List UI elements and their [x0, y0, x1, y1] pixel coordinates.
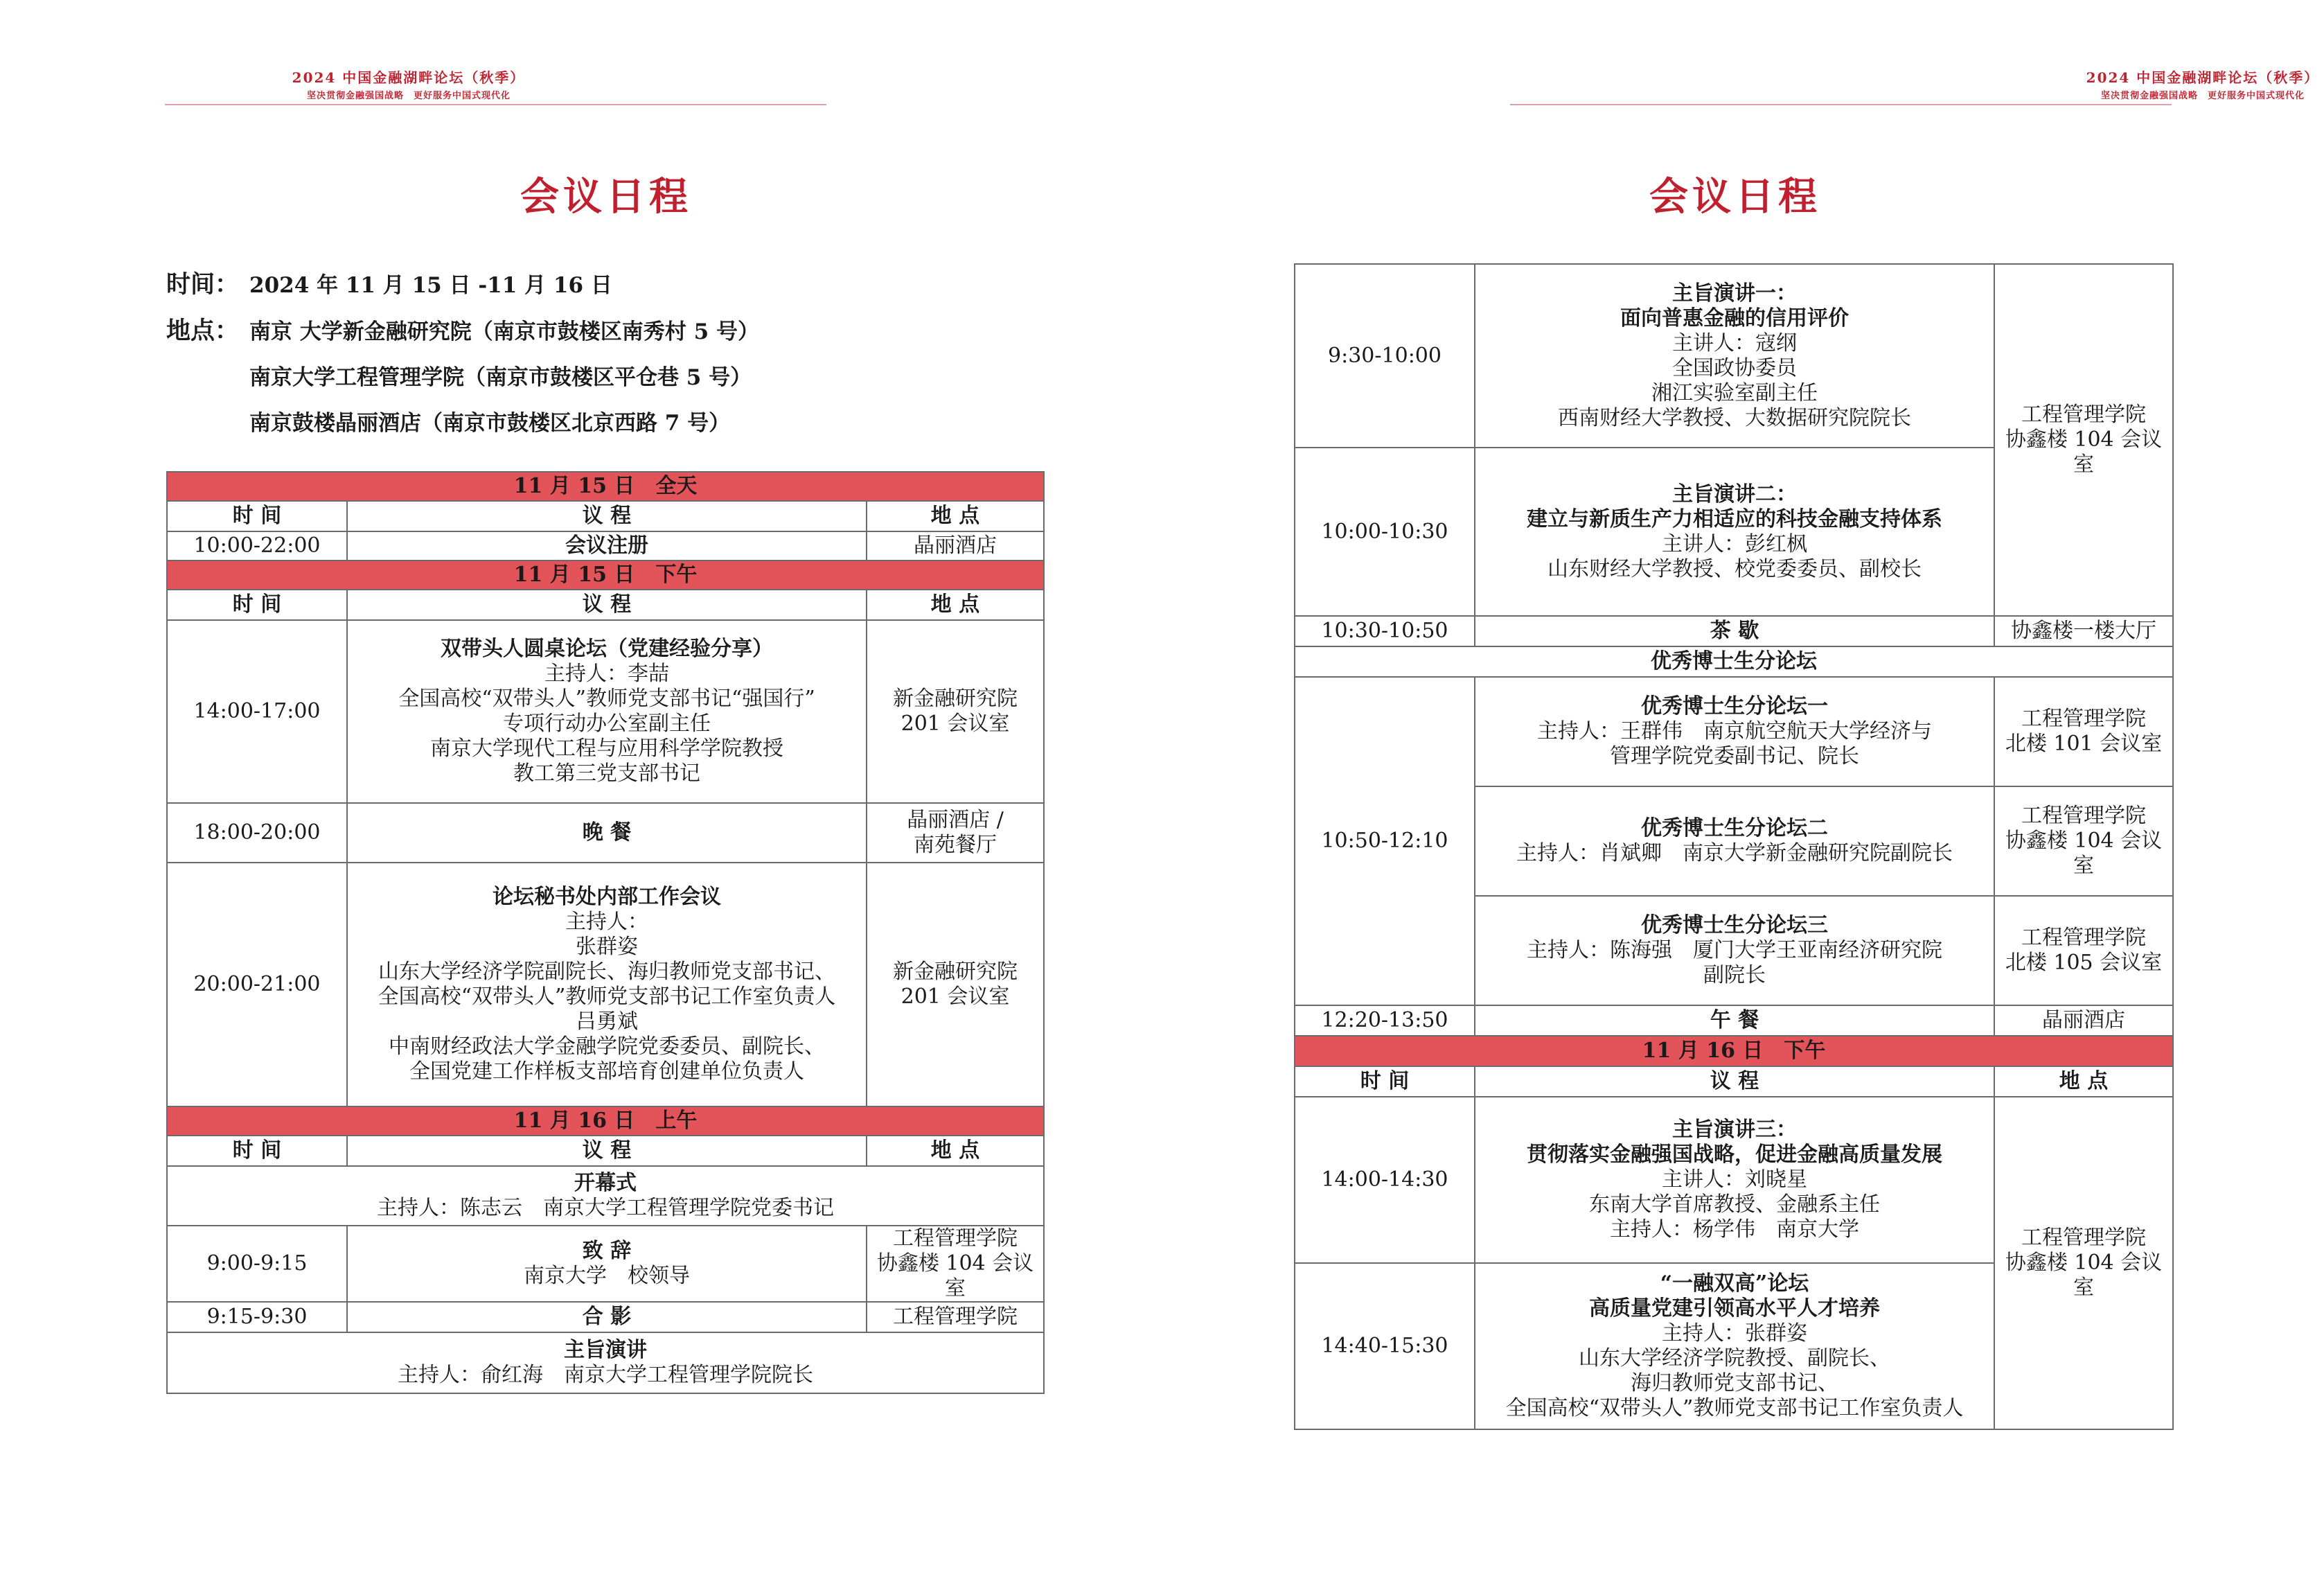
- session-title: 建立与新质生产力相适应的科技金融支持体系: [1527, 506, 1942, 531]
- session-line: 山东大学经济学院副院长、海归教师党支部书记、: [378, 960, 835, 984]
- place-line: 201 会议室: [901, 712, 1010, 736]
- time-cell: 12:20-13:50: [1295, 1005, 1475, 1036]
- place-cell: [1994, 264, 2173, 616]
- col-agenda: 议 程: [347, 1136, 867, 1166]
- time-cell: 20:00-21:00: [167, 863, 347, 1106]
- place-line: 新金融研究院: [893, 960, 1018, 984]
- session-line: 张群姿: [576, 935, 638, 959]
- venue-2: 南京大学工程管理学院（南京市鼓楼区平仓巷 5 号）: [249, 365, 752, 390]
- agenda-cell: [1475, 786, 1994, 896]
- session-line: 山东财经大学教授、校党委委员、副校长: [1547, 556, 1922, 581]
- time-cell: 10:00-10:30: [1295, 448, 1475, 616]
- session-title: 主旨演讲: [564, 1338, 648, 1362]
- agenda-cell: 茶 歇: [1475, 616, 1994, 646]
- agenda-cell: [167, 1166, 1044, 1226]
- session-line: 主持人：陈海强 厦门大学王亚南经济研究院: [1527, 938, 1942, 962]
- day-band: 11 月 15 日 全天: [167, 472, 1044, 501]
- place-line: 协鑫楼 104 会议室: [2005, 829, 2163, 878]
- session-line: 副院长: [1703, 963, 1766, 987]
- place-line: 工程管理学院: [893, 1226, 1018, 1251]
- col-agenda: 议 程: [1475, 1066, 1994, 1097]
- session-line: 主持人：陈志云 南京大学工程管理学院党委书记: [377, 1196, 835, 1220]
- time-cell: 10:30-10:50: [1295, 616, 1475, 646]
- schedule-table-left: [166, 471, 1045, 1394]
- time-cell: 14:00-14:30: [1295, 1097, 1475, 1263]
- schedule-table-right: [1294, 263, 2174, 1430]
- agenda-cell: [347, 863, 867, 1106]
- place-cell: [1994, 786, 2173, 896]
- venue-1: 南京 大学新金融研究院（南京市鼓楼区南秀村 5 号）: [249, 319, 759, 344]
- agenda-cell: [1475, 448, 1994, 616]
- page-title: 会议日程: [1649, 175, 1821, 220]
- header-left: [62, 67, 755, 101]
- place-line: 北楼 101 会议室: [2005, 732, 2163, 756]
- col-time: 时 间: [167, 1136, 347, 1166]
- place-cell: [867, 1226, 1044, 1302]
- session-line: 主持人：张群姿: [1662, 1321, 1807, 1346]
- session-title: 优秀博士生分论坛三: [1641, 913, 1828, 937]
- page-title: 会议日程: [520, 175, 692, 220]
- session-title: 主旨演讲三：: [1672, 1118, 1797, 1142]
- session-line: 中南财经政法大学金融学院党委委员、副院长、: [389, 1034, 825, 1059]
- col-agenda: 议 程: [347, 501, 867, 531]
- agenda-cell: [1475, 1097, 1994, 1263]
- col-time: 时 间: [167, 501, 347, 531]
- agenda-cell: [1475, 264, 1994, 448]
- session-line: 主讲人：寇纲: [1672, 330, 1797, 355]
- session-line: 西南财经大学教授、大数据研究院院长: [1558, 405, 1911, 430]
- col-time: 时 间: [1295, 1066, 1475, 1097]
- divider-left: [165, 104, 826, 105]
- day-band: 11 月 15 日 下午: [167, 561, 1044, 590]
- session-line: 主讲人：刘晓星: [1662, 1167, 1807, 1192]
- session-title: “一融双高”论坛: [1660, 1271, 1809, 1296]
- divider-right: [1510, 104, 2172, 105]
- venue-label: 地点：: [166, 317, 240, 345]
- header-title: 2024 中国金融湖畔论坛（秋季）: [292, 69, 526, 86]
- agenda-cell: [347, 1226, 867, 1302]
- place-line: 工程管理学院: [2021, 707, 2146, 731]
- session-line: 专项行动办公室副主任: [503, 712, 711, 736]
- session-line: 主持人：王群伟 南京航空航天大学经济与: [1537, 719, 1932, 743]
- session-title: 主旨演讲二：: [1672, 482, 1797, 506]
- place-line: 北楼 105 会议室: [2005, 951, 2163, 975]
- session-line: 全国高校“双带头人”教师党支部书记“强国行”: [398, 687, 815, 711]
- place-cell: [1994, 1097, 2173, 1429]
- session-line: 南京大学现代工程与应用科学学院教授: [430, 736, 783, 761]
- time-line: [166, 262, 759, 308]
- session-line: 主持人：肖斌卿 南京大学新金融研究院副院长: [1516, 841, 1953, 865]
- time-cell: 14:40-15:30: [1295, 1263, 1475, 1429]
- time-label: 时间：: [166, 271, 240, 299]
- section-title: 优秀博士生分论坛: [1295, 646, 2173, 677]
- session-title: 致 辞: [582, 1239, 632, 1263]
- session-line: 主持人：杨学伟 南京大学: [1610, 1217, 1859, 1242]
- place-line: 新金融研究院: [893, 687, 1018, 711]
- place-cell: 晶丽酒店: [867, 531, 1044, 561]
- col-agenda: 议 程: [347, 590, 867, 620]
- time-value: 2024 年 11 月 15 日 -11 月 16 日: [249, 273, 612, 298]
- place-line: 南苑餐厅: [914, 833, 997, 857]
- session-line: 主讲人：彭红枫: [1662, 531, 1807, 556]
- place-line: 工程管理学院: [2021, 1226, 2146, 1250]
- agenda-cell: [1475, 1263, 1994, 1429]
- session-line: 主持人：李喆: [544, 662, 669, 686]
- session-title: 优秀博士生分论坛二: [1641, 816, 1828, 840]
- place-line: 工程管理学院: [2021, 926, 2146, 950]
- place-cell: [867, 620, 1044, 803]
- venue-3: 南京鼓楼晶丽酒店（南京市鼓楼区北京西路 7 号）: [249, 411, 731, 436]
- place-cell: [867, 863, 1044, 1106]
- session-title: 面向普惠金融的信用评价: [1620, 306, 1849, 330]
- session-line: 管理学院党委副书记、院长: [1610, 744, 1859, 768]
- col-place: 地 点: [867, 501, 1044, 531]
- agenda-cell: [167, 1332, 1044, 1393]
- agenda-cell: [347, 620, 867, 803]
- agenda-cell: 会议注册: [347, 531, 867, 561]
- place-line: 协鑫楼 104 会议室: [2005, 1251, 2163, 1300]
- place-cell: 晶丽酒店: [1994, 1005, 2173, 1036]
- session-line: 南京大学 校领导: [524, 1264, 690, 1288]
- day-band: 11 月 16 日 下午: [1295, 1036, 2173, 1066]
- session-title: 开幕式: [574, 1171, 637, 1195]
- session-title: 双带头人圆桌论坛（党建经验分享）: [441, 637, 773, 661]
- place-line: 晶丽酒店 /: [907, 808, 1004, 832]
- place-line: 工程管理学院: [2021, 804, 2146, 828]
- session-line: 山东大学经济学院教授、副院长、: [1579, 1346, 1890, 1370]
- session-title: 优秀博士生分论坛一: [1641, 694, 1828, 718]
- agenda-cell: [1475, 677, 1994, 786]
- place-line: 协鑫楼 104 会议室: [2005, 427, 2163, 477]
- time-cell: 9:15-9:30: [167, 1302, 347, 1332]
- time-cell: 9:30-10:00: [1295, 264, 1475, 448]
- header-subtitle: 坚决贯彻金融强国战略 更好服务中国式现代化: [2100, 91, 2305, 101]
- time-cell: 14:00-17:00: [167, 620, 347, 803]
- session-line: 教工第三党支部书记: [513, 761, 700, 786]
- session-line: 全国高校“双带头人”教师党支部书记工作室负责人: [378, 985, 836, 1009]
- agenda-cell: 合 影: [347, 1302, 867, 1332]
- session-line: 东南大学首席教授、金融系主任: [1589, 1192, 1880, 1217]
- session-title: 贯彻落实金融强国战略，促进金融高质量发展: [1527, 1143, 1942, 1167]
- session-line: 全国高校“双带头人”教师党支部书记工作室负责人: [1505, 1396, 1964, 1420]
- header-title: 2024 中国金融湖畔论坛（秋季）: [2086, 69, 2320, 86]
- session-line: 主持人：: [565, 910, 648, 934]
- session-title: 论坛秘书处内部工作会议: [493, 885, 721, 909]
- session-line: 主持人：俞红海 南京大学工程管理学院院长: [398, 1363, 814, 1387]
- place-cell: 协鑫楼一楼大厅: [1994, 616, 2173, 646]
- place-cell: 工程管理学院: [867, 1302, 1044, 1332]
- time-cell: 9:00-9:15: [167, 1226, 347, 1302]
- agenda-cell: [1475, 896, 1994, 1005]
- day-band: 11 月 16 日 上午: [167, 1106, 1044, 1136]
- col-time: 时 间: [167, 590, 347, 620]
- session-line: 吕勇斌: [576, 1009, 638, 1034]
- header-right: [1856, 67, 2324, 101]
- header-subtitle: 坚决贯彻金融强国战略 更好服务中国式现代化: [306, 91, 511, 101]
- time-cell: 10:50-12:10: [1295, 677, 1475, 1005]
- col-place: 地 点: [1994, 1066, 2173, 1097]
- agenda-cell: 午 餐: [1475, 1005, 1994, 1036]
- col-place: 地 点: [867, 1136, 1044, 1166]
- place-cell: [1994, 677, 2173, 786]
- time-cell: 10:00-22:00: [167, 531, 347, 561]
- agenda-cell: 晚 餐: [347, 803, 867, 863]
- session-title: 高质量党建引领高水平人才培养: [1589, 1296, 1880, 1321]
- session-line: 海归教师党支部书记、: [1631, 1371, 1838, 1395]
- session-title: 主旨演讲一：: [1672, 281, 1797, 306]
- time-cell: 18:00-20:00: [167, 803, 347, 863]
- col-place: 地 点: [867, 590, 1044, 620]
- venue-line: [166, 308, 759, 355]
- session-line: 全国党建工作样板支部培育创建单位负责人: [409, 1059, 804, 1084]
- place-cell: [867, 803, 1044, 863]
- session-line: 湘江实验室副主任: [1651, 380, 1818, 405]
- place-line: 协鑫楼 104 会议室: [876, 1251, 1034, 1300]
- place-line: 201 会议室: [901, 985, 1010, 1009]
- event-info: [166, 262, 759, 446]
- place-cell: [1994, 896, 2173, 1005]
- session-line: 全国政协委员: [1672, 355, 1797, 380]
- place-line: 工程管理学院: [2021, 403, 2146, 427]
